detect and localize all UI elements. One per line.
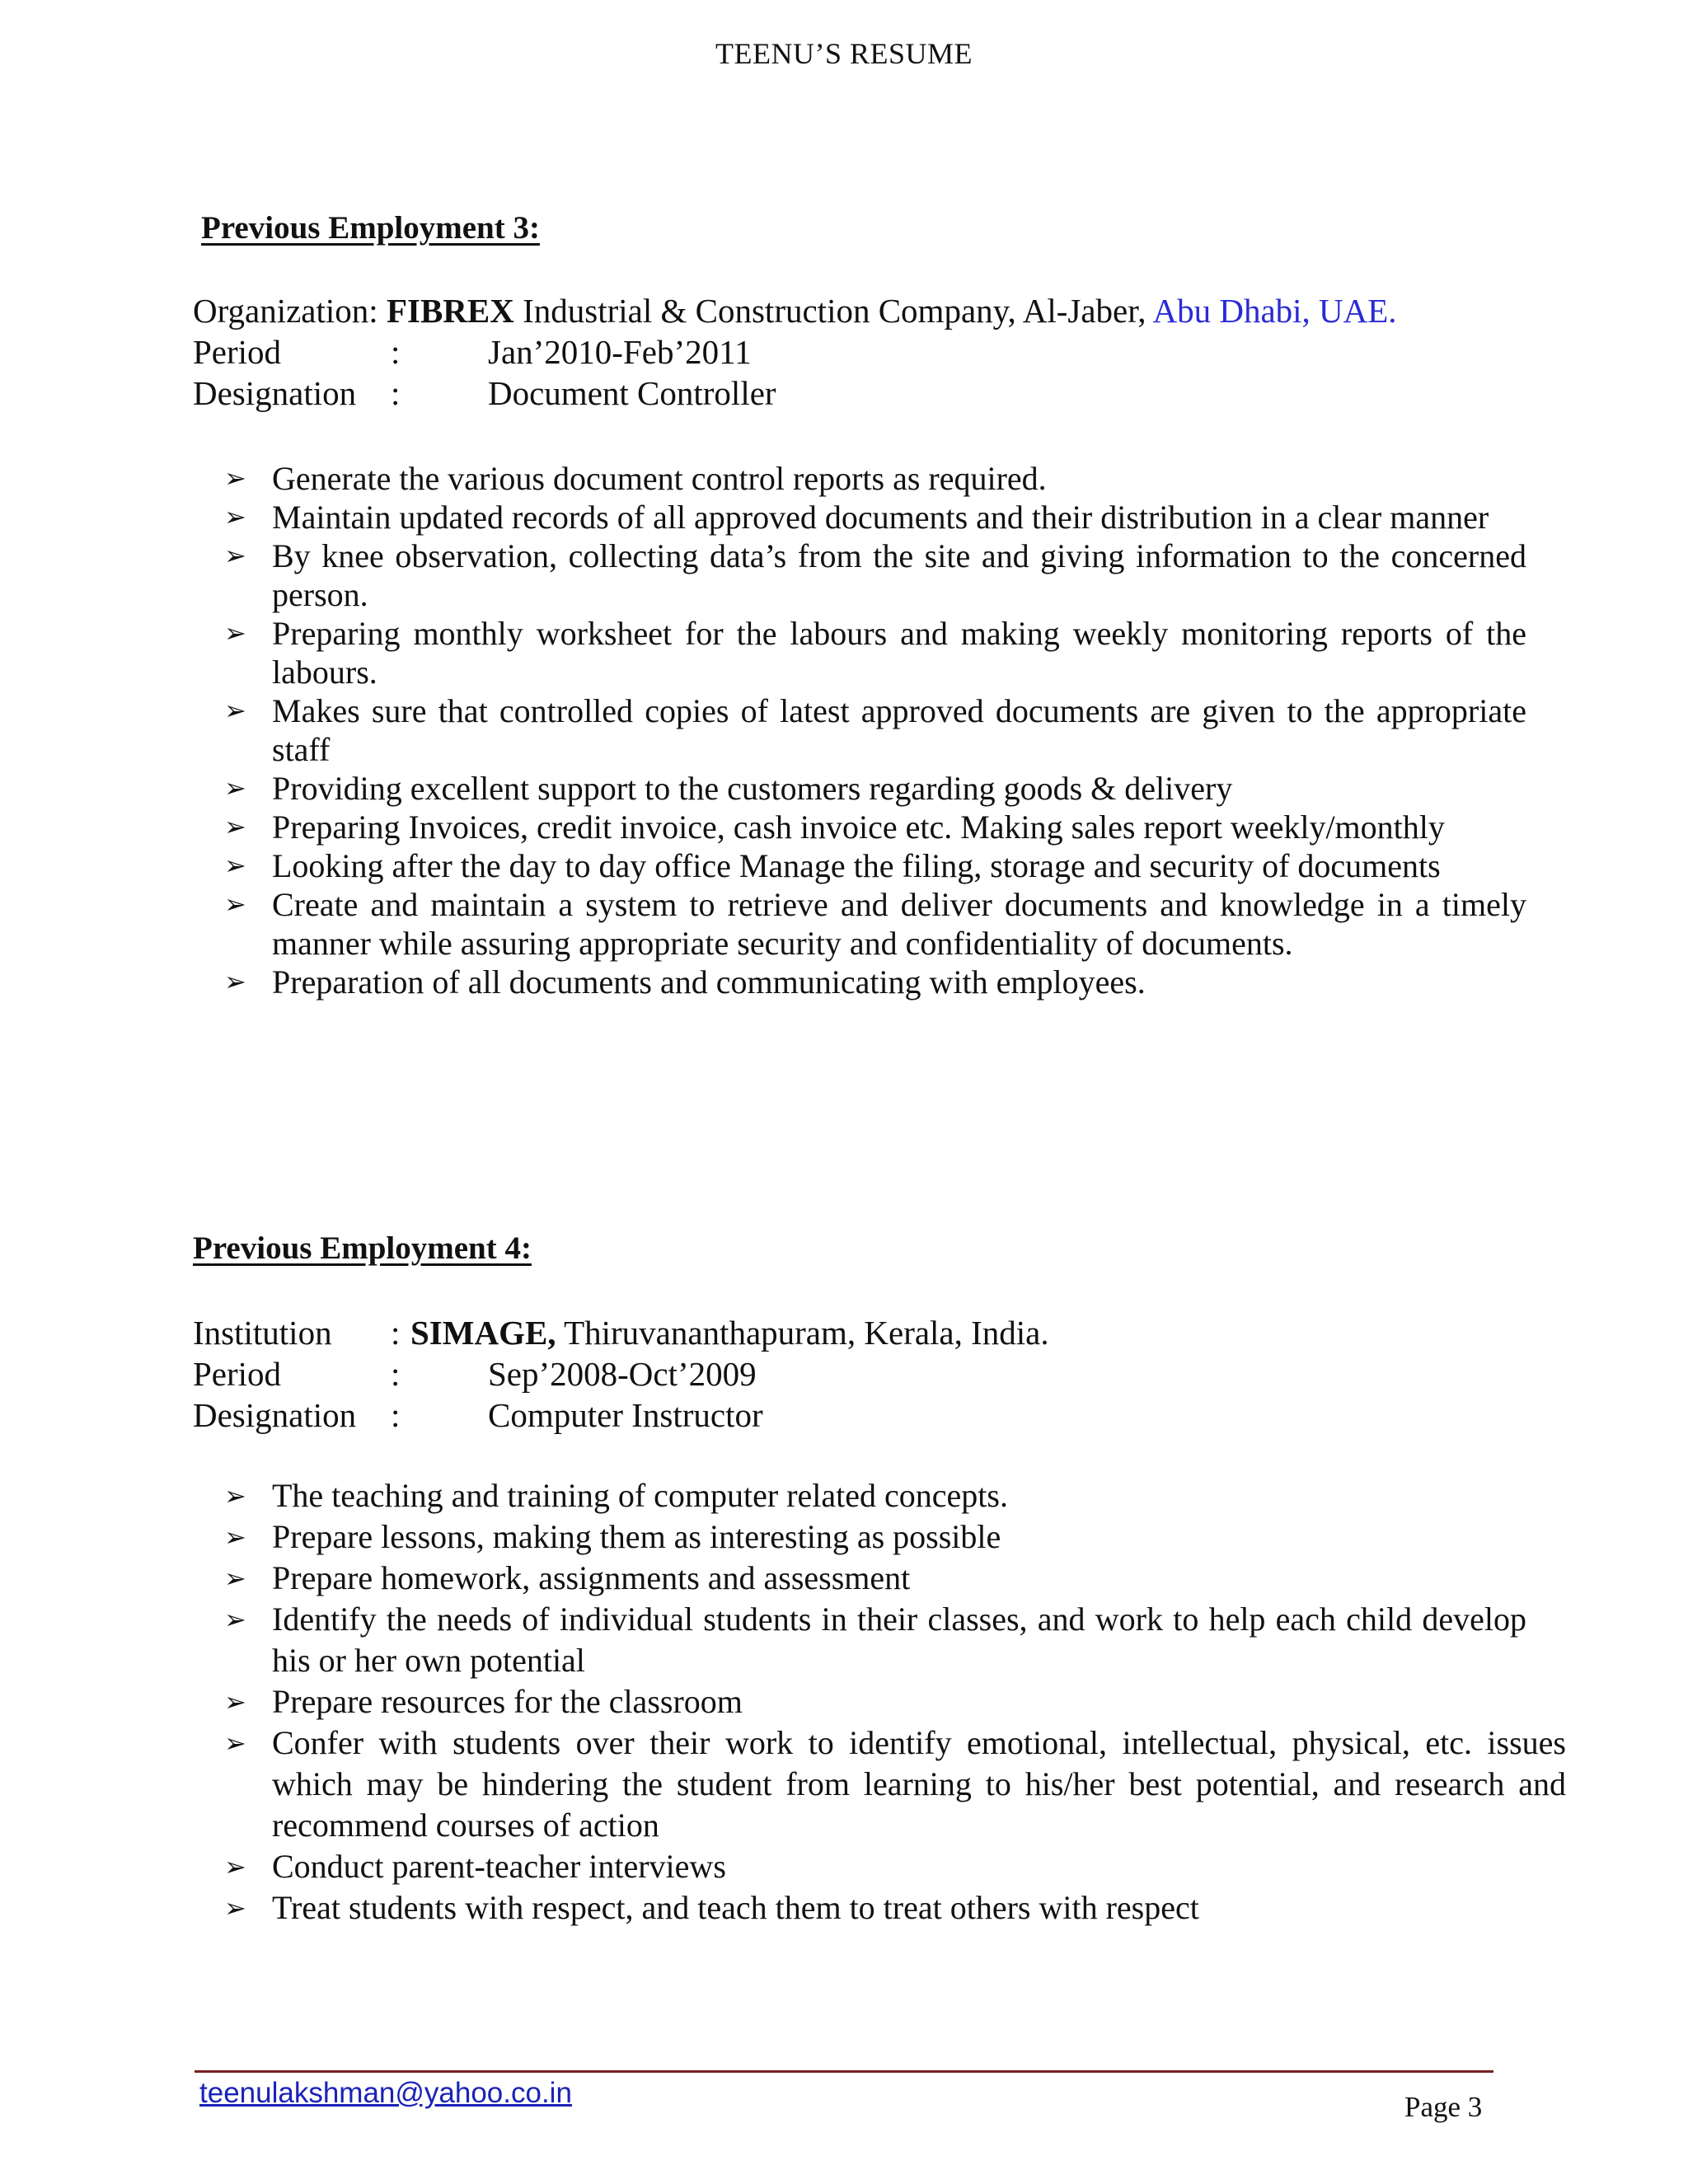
designation-row <box>193 373 1397 414</box>
period-value: Sep’2008-Oct’2009 <box>488 1355 757 1393</box>
duty-item: ➢ Identify the needs of individual students in their classes, and work to help each child develop his or her own potential <box>221 1599 1526 1681</box>
organization-location: Abu Dhabi, UAE. <box>1152 292 1397 330</box>
duty-item: ➢ Preparation of all documents and communicating with employees. <box>221 963 1526 1001</box>
employment-3-heading: Previous Employment 3: <box>201 210 540 246</box>
duty-item: ➢ The teaching and training of computer related concepts. <box>221 1475 1526 1516</box>
period-label: Period <box>193 1355 282 1393</box>
institution-name: SIMAGE, <box>410 1314 556 1352</box>
duty-item: ➢ By knee observation, collecting data’s from the site and giving information to the concerned person. <box>221 537 1526 614</box>
page-number: Page 3 <box>1404 2091 1483 2123</box>
duty-item: ➢ Providing excellent support to the customers regarding goods & delivery <box>221 769 1526 808</box>
duty-item: ➢ Prepare resources for the classroom <box>221 1681 1526 1722</box>
designation-row <box>193 1394 1049 1436</box>
duty-item: ➢ Prepare lessons, making them as interesting as possible <box>221 1516 1526 1558</box>
footer-email-link[interactable]: teenulakshman@yahoo.co.in <box>199 2077 572 2109</box>
designation-colon: : <box>391 1396 401 1434</box>
duty-item: ➢ Treat students with respect, and teach them to treat others with respect <box>221 1887 1526 1929</box>
duty-item: ➢ Create and maintain a system to retrieve and deliver documents and knowledge in a timely manner while assuring appropriate security and confidentiality of documents. <box>221 885 1526 963</box>
duty-item: ➢ Conduct parent-teacher interviews <box>221 1846 1526 1887</box>
period-row <box>193 1353 1049 1394</box>
page-header-title: TEENU’S RESUME <box>715 37 973 70</box>
period-label: Period <box>193 333 282 371</box>
designation-colon: : <box>391 374 401 412</box>
duty-item: ➢ Confer with students over their work to identify emotional, intellectual, physical, etc. issues which may be hindering the student from learning to his/her best potential, and research and recommend courses of action <box>221 1722 1566 1846</box>
organization-description: Industrial & Construction Company, Al-Jaber, <box>513 292 1153 330</box>
duty-item: ➢ Prepare homework, assignments and assessment <box>221 1558 1526 1599</box>
employment-4-duties-list <box>221 1475 1566 1929</box>
designation-label: Designation <box>193 374 357 412</box>
organization-name: FIBREX <box>386 292 514 330</box>
designation-value: Computer Instructor <box>488 1396 763 1434</box>
footer-divider <box>195 2070 1493 2073</box>
period-colon: : <box>391 1355 401 1393</box>
duty-item: ➢ Preparing Invoices, credit invoice, cash invoice etc. Making sales report weekly/monthly <box>221 808 1526 846</box>
duty-item: ➢ Preparing monthly worksheet for the labours and making weekly monitoring reports of the labours. <box>221 614 1526 691</box>
institution-colon: : <box>391 1314 401 1352</box>
period-value: Jan’2010-Feb’2011 <box>488 333 752 371</box>
duty-item: ➢ Generate the various document control reports as required. <box>221 459 1526 498</box>
institution-location: Thiruvananthapuram, Kerala, India. <box>556 1314 1049 1352</box>
employment-3-info <box>193 290 1397 414</box>
employment-4-info <box>193 1312 1049 1436</box>
designation-value: Document Controller <box>488 374 776 412</box>
duty-item: ➢ Makes sure that controlled copies of latest approved documents are given to the appropriate staff <box>221 691 1526 769</box>
duty-item: ➢ Maintain updated records of all approved documents and their distribution in a clear manner <box>221 498 1526 537</box>
duty-item: ➢ Looking after the day to day office Manage the filing, storage and security of documents <box>221 846 1526 885</box>
institution-row <box>193 1312 1049 1353</box>
designation-label: Designation <box>193 1396 357 1434</box>
employment-3-duties-list <box>221 459 1526 1001</box>
period-colon: : <box>391 333 401 371</box>
period-row <box>193 331 1397 373</box>
organization-row <box>193 290 1397 331</box>
organization-label: Organization: <box>193 292 378 330</box>
employment-4-heading: Previous Employment 4: <box>193 1230 532 1266</box>
institution-label: Institution <box>193 1314 332 1352</box>
